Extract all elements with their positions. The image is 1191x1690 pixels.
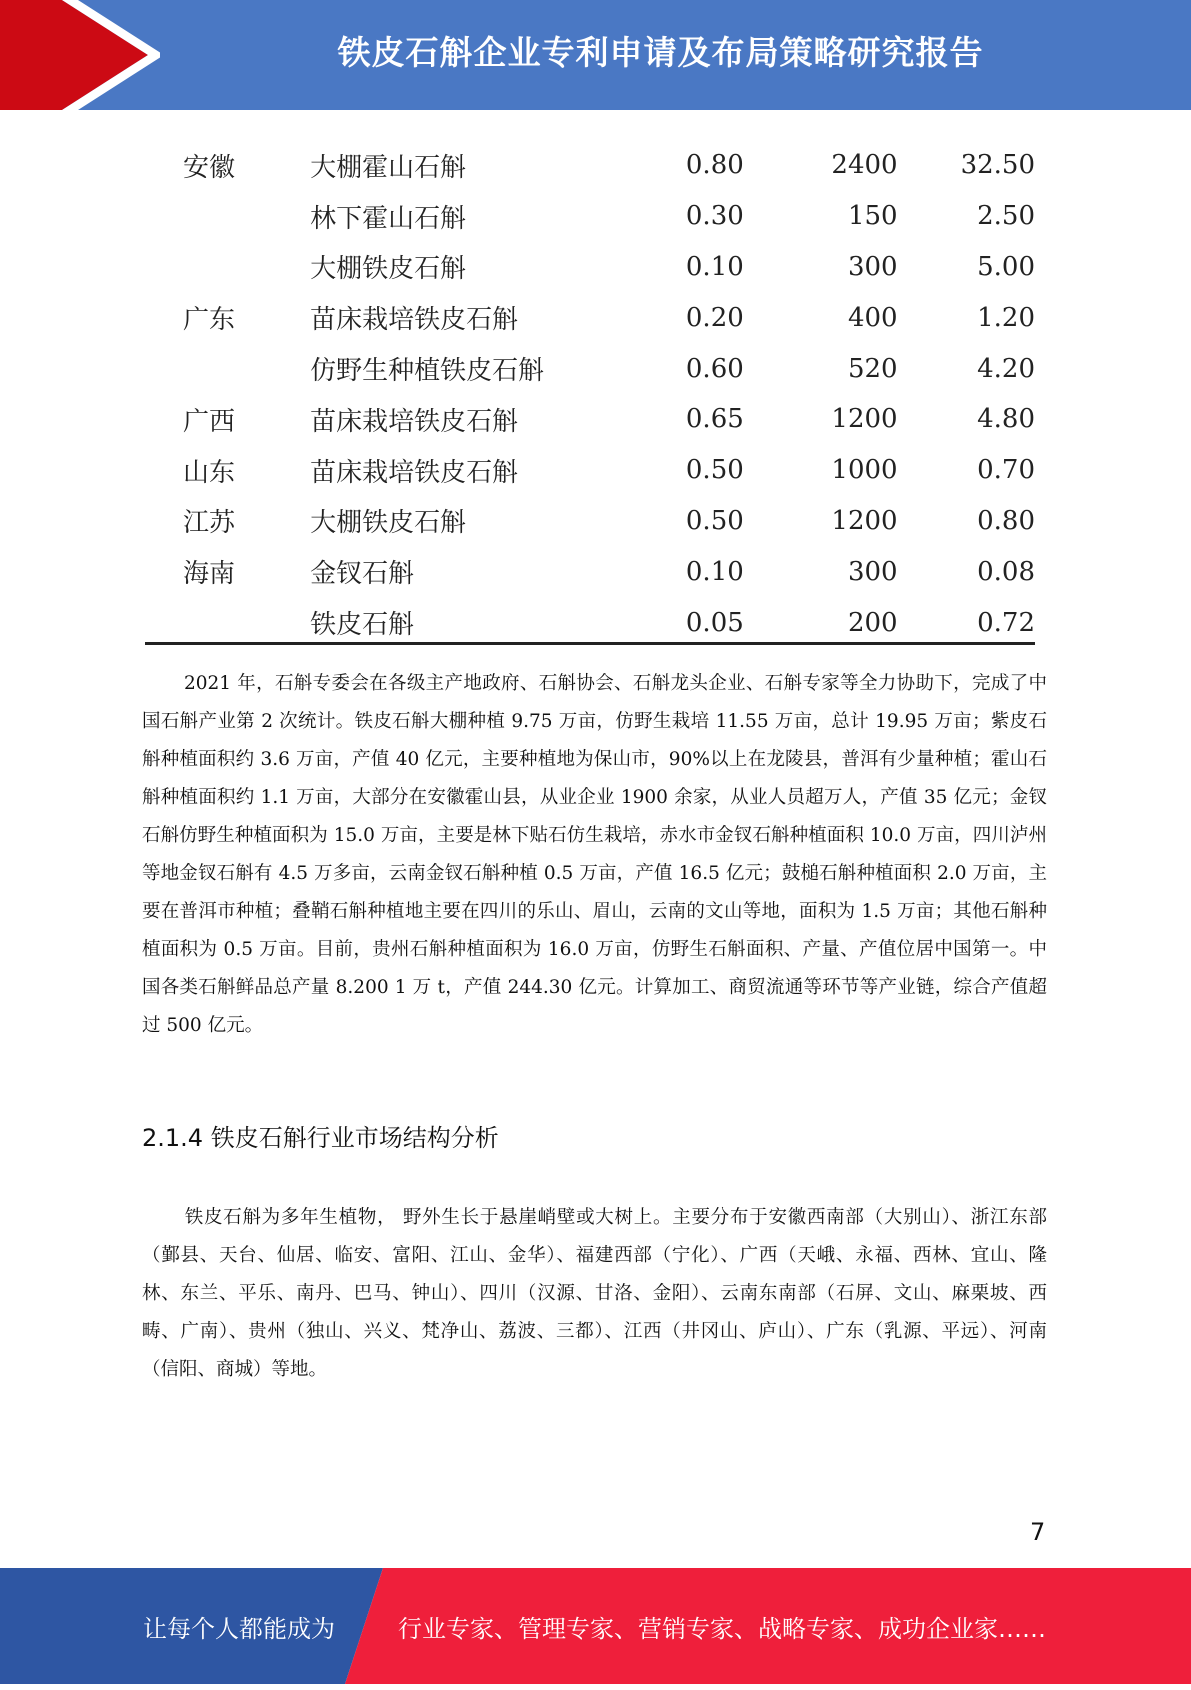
header-banner xyxy=(0,0,1191,110)
value-a-cell: 0.20 xyxy=(685,302,744,333)
table-row xyxy=(145,140,1035,191)
value-c-cell: 32.50 xyxy=(960,150,1035,181)
type-cell: 大棚铁皮石斛 xyxy=(310,508,467,539)
footer-banner xyxy=(0,1568,1191,1684)
table-bottom-rule xyxy=(145,642,1035,645)
paragraph-industry-statistics: 2021 年，石斛专委会在各级主产地政府、石斛协会、石斛龙头企业、石斛专家等全力协助下，完成了中国石斛产业第 2 次统计。铁皮石斛大棚种植 9.75 万亩，仿野生栽培 11.55 万亩，总计 19.95 万亩；紫皮石斛种植面积约 3.6 万亩，产值 40 亿元，主要种植地为保山市，90%以上在龙陵县，普洱有少量种植；霍山石斛种植面积约 1.1 万亩，大部分在安徽霍山县，从业企业 1900 余家，从业人员超万人，产值 35 亿元；金钗石斛仿野生种植面积为 15.0 万亩，主要是林下贴石仿生栽培，赤水市金钗石斛种植面积 10.0 万亩，四川泸州等地金钗石斛有 4.5 万多亩，云南金钗石斛种植 0.5 万亩，产值 16.5 亿元；鼓槌石斛种植面积 2.0 万亩，主要在普洱市种植；叠鞘石斛种植地主要在四川的乐山、眉山，云南的文山等地，面积为 1.5 万亩；其他石斛种植面积为 0.5 万亩。目前，贵州石斛种植面积为 16.0 万亩，仿野生石斛面积、产量、产值位居中国第一。中国各类石斛鲜品总产量 8.200 1 万 t，产值 244.30 亿元。计算加工、商贸流通等环节等产业链，综合产值超过 500 亿元。 xyxy=(142,673,1047,1036)
value-c-cell: 0.70 xyxy=(977,455,1035,486)
type-cell: 大棚铁皮石斛 xyxy=(310,254,467,285)
value-a-cell: 0.10 xyxy=(685,251,744,282)
type-cell: 仿野生种植铁皮石斛 xyxy=(310,356,545,387)
value-a-cell: 0.50 xyxy=(685,505,744,536)
province-cell: 海南 xyxy=(183,559,236,590)
value-a-cell: 0.65 xyxy=(685,404,744,435)
type-cell: 大棚霍山石斛 xyxy=(310,152,467,183)
value-b-cell: 150 xyxy=(847,201,898,232)
value-c-cell: 4.80 xyxy=(977,404,1035,435)
province-cell xyxy=(145,191,310,242)
province-cell xyxy=(145,597,310,648)
planting-data-table xyxy=(145,140,1035,648)
value-b-cell: 400 xyxy=(847,302,898,333)
type-cell: 苗床栽培铁皮石斛 xyxy=(310,305,519,336)
type-cell: 苗床栽培铁皮石斛 xyxy=(310,406,519,437)
table-row xyxy=(145,191,1035,242)
table-row xyxy=(145,546,1035,597)
type-cell: 苗床栽培铁皮石斛 xyxy=(310,457,519,488)
value-a-cell: 0.10 xyxy=(685,556,744,587)
province-cell: 安徽 xyxy=(183,152,236,183)
paragraph-market-structure: 铁皮石斛为多年生植物， 野外生长于悬崖峭壁或大树上。主要分布于安徽西南部（大别山）、浙江东部（鄞县、天台、仙居、临安、富阳、江山、金华）、福建西部（宁化）、广西（天峨、永福、西林、宜山、隆林、东兰、平乐、南丹、巴马、钟山）、四川（汉源、甘洛、金阳）、云南东南部（石屏、文山、麻栗坡、西畴、广南）、贵州（独山、兴义、梵净山、荔波、三都）、江西（井冈山、庐山）、广东（乳源、平远）、河南（信阳、商城）等地。 xyxy=(142,1207,1047,1380)
province-cell: 广东 xyxy=(183,305,236,336)
table-row xyxy=(145,242,1035,293)
type-cell: 林下霍山石斛 xyxy=(310,203,467,234)
value-c-cell: 0.08 xyxy=(977,556,1035,587)
value-b-cell: 1200 xyxy=(831,404,898,435)
table-row xyxy=(145,597,1035,648)
table-row xyxy=(145,496,1035,547)
value-c-cell: 5.00 xyxy=(977,251,1035,282)
value-a-cell: 0.60 xyxy=(685,353,744,384)
value-b-cell: 300 xyxy=(847,251,898,282)
value-a-cell: 0.05 xyxy=(685,607,744,638)
value-a-cell: 0.50 xyxy=(685,455,744,486)
table-row xyxy=(145,343,1035,394)
value-b-cell: 520 xyxy=(847,353,898,384)
value-a-cell: 0.30 xyxy=(685,201,744,232)
province-cell: 江苏 xyxy=(183,508,236,539)
value-b-cell: 200 xyxy=(847,607,898,638)
value-a-cell: 0.80 xyxy=(685,150,744,181)
value-b-cell: 1200 xyxy=(831,505,898,536)
value-c-cell: 4.20 xyxy=(977,353,1035,384)
value-b-cell: 300 xyxy=(847,556,898,587)
province-cell: 山东 xyxy=(183,457,236,488)
table-row xyxy=(145,292,1035,343)
type-cell: 铁皮石斛 xyxy=(310,610,415,641)
value-c-cell: 0.80 xyxy=(977,505,1035,536)
province-cell xyxy=(145,343,310,394)
province-cell: 广西 xyxy=(183,406,236,437)
value-c-cell: 0.72 xyxy=(977,607,1035,638)
footer-slogan-right: 行业专家、管理专家、营销专家、战略专家、成功企业家…… xyxy=(398,1615,1046,1643)
value-b-cell: 1000 xyxy=(831,455,898,486)
page-number: 7 xyxy=(1030,1518,1046,1546)
section-heading: 2.1.4 铁皮石斛行业市场结构分析 xyxy=(142,1124,499,1152)
type-cell: 金钗石斛 xyxy=(310,559,415,590)
value-c-cell: 2.50 xyxy=(977,201,1035,232)
value-b-cell: 2400 xyxy=(831,150,898,181)
table-row xyxy=(145,445,1035,496)
footer-slogan-left: 让每个人都能成为 xyxy=(143,1615,335,1643)
province-cell xyxy=(145,242,310,293)
report-title: 铁皮石斛企业专利申请及布局策略研究报告 xyxy=(337,33,984,72)
table-row xyxy=(145,394,1035,445)
value-c-cell: 1.20 xyxy=(977,302,1035,333)
